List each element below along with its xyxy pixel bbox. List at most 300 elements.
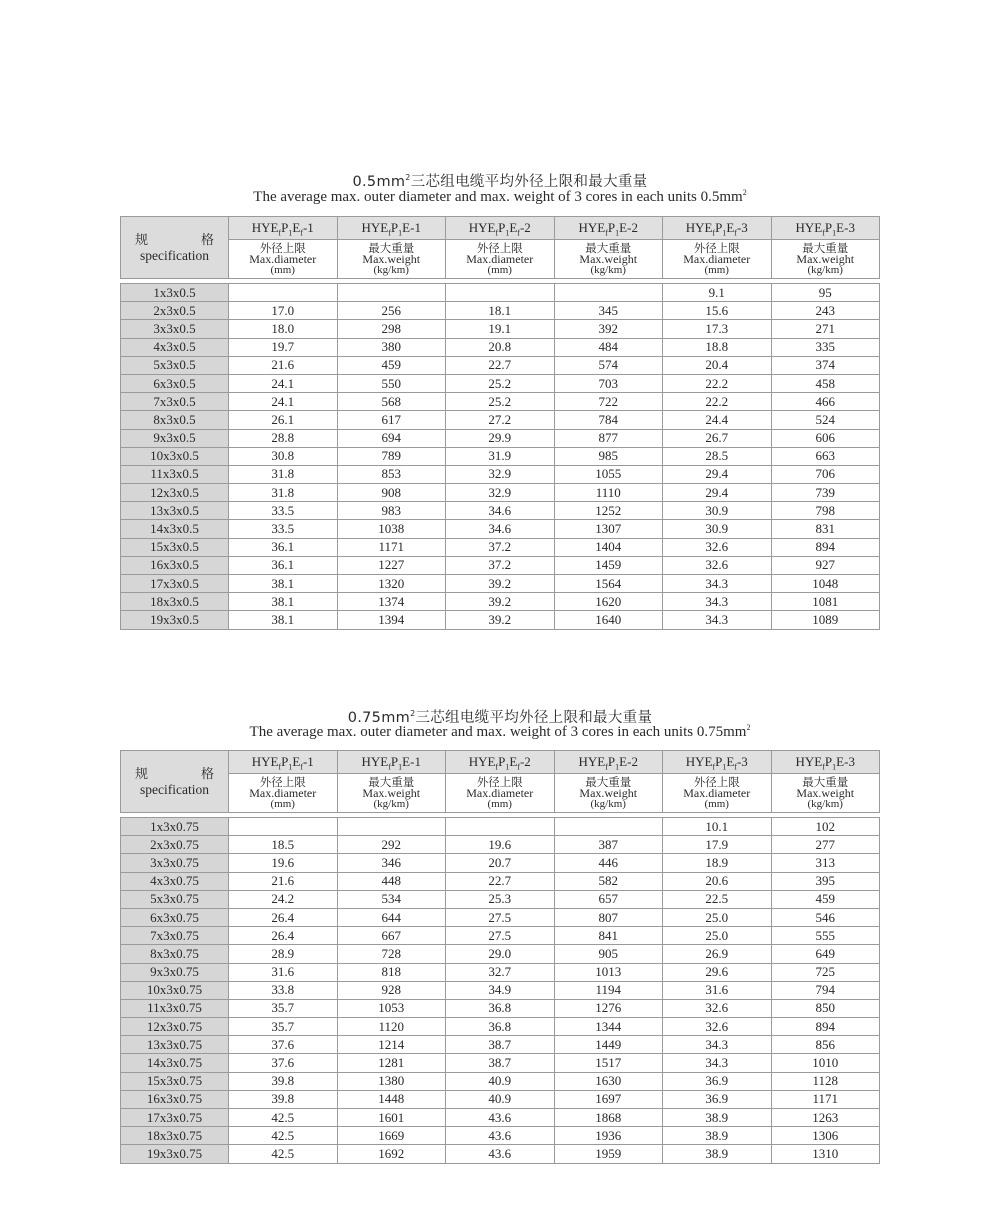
spec-header-cn: 规 格 (135, 766, 214, 782)
model-sub: 1 (505, 228, 510, 238)
subheader-cell (554, 240, 663, 279)
value-cell: 1640 (554, 611, 663, 629)
model-header-cell (663, 751, 772, 774)
spec-header-en: specification (140, 247, 209, 263)
model-sub: 1 (615, 228, 620, 238)
value-cell: 784 (554, 411, 663, 429)
value-cell: 1128 (771, 1072, 880, 1090)
subheader-cell (337, 774, 446, 813)
subheader-cell (663, 240, 772, 279)
value-cell: 850 (771, 999, 880, 1017)
spec-cell: 14x3x0.5 (121, 520, 229, 538)
value-cell: 24.1 (229, 374, 338, 392)
value-cell: 39.2 (446, 593, 555, 611)
spec-cell: 1x3x0.5 (121, 284, 229, 302)
value-cell: 18.8 (663, 338, 772, 356)
value-cell: 313 (771, 854, 880, 872)
table2-title-en: The average max. outer diameter and max. weight of 3 cores in each units $0.75mm^2$ (249, 723, 751, 740)
value-cell: 32.6 (663, 1018, 772, 1036)
model-part: E (509, 220, 518, 235)
model-sub: f (495, 762, 499, 772)
spec-cell: 9x3x0.75 (121, 963, 229, 981)
table2-body (121, 751, 880, 1164)
model-tail: -3 (736, 220, 748, 235)
value-cell: 17.9 (663, 836, 772, 854)
value-cell: 19.1 (446, 320, 555, 338)
value-cell: 546 (771, 908, 880, 926)
spec-cell: 17x3x0.5 (121, 575, 229, 593)
value-cell: 42.5 (229, 1127, 338, 1145)
value-cell: 818 (337, 963, 446, 981)
value-cell: 33.5 (229, 502, 338, 520)
value-cell: 36.8 (446, 1018, 555, 1036)
value-cell: 374 (771, 356, 880, 374)
table-row (121, 320, 880, 338)
spec-cell: 17x3x0.75 (121, 1109, 229, 1127)
subheader-unit: (kg/km) (590, 798, 626, 810)
value-cell: 392 (554, 320, 663, 338)
model-tail: -1 (302, 220, 314, 235)
subheader-unit: (kg/km) (373, 798, 409, 810)
value-cell: 1053 (337, 999, 446, 1017)
subheader-unit: (kg/km) (807, 264, 843, 276)
value-cell: 9.1 (663, 284, 772, 302)
value-cell: 1171 (337, 538, 446, 556)
table-row (121, 1127, 880, 1145)
spec-cell: 6x3x0.75 (121, 908, 229, 926)
value-cell: 38.1 (229, 593, 338, 611)
subheader-en: Max.weight (362, 786, 421, 800)
value-cell: 21.6 (229, 872, 338, 890)
value-cell: 1697 (554, 1090, 663, 1108)
value-cell: 18.5 (229, 836, 338, 854)
spec-cell: 4x3x0.5 (121, 338, 229, 356)
spec-cell: 8x3x0.5 (121, 411, 229, 429)
value-cell: 39.2 (446, 575, 555, 593)
value-cell: 1055 (554, 465, 663, 483)
model-part: E (619, 754, 628, 769)
value-cell: 102 (771, 818, 880, 836)
value-cell: 841 (554, 927, 663, 945)
value-cell: 346 (337, 854, 446, 872)
value-cell: 466 (771, 393, 880, 411)
value-cell: 36.1 (229, 538, 338, 556)
spec-cell: 10x3x0.75 (121, 981, 229, 999)
table-row (121, 411, 880, 429)
value-cell: 1120 (337, 1018, 446, 1036)
value-cell (554, 284, 663, 302)
value-cell: 725 (771, 963, 880, 981)
value-cell: 243 (771, 302, 880, 320)
value-cell: 524 (771, 411, 880, 429)
value-cell: 1214 (337, 1036, 446, 1054)
value-cell: 20.4 (663, 356, 772, 374)
value-cell: 1459 (554, 556, 663, 574)
subheader-unit: (kg/km) (807, 798, 843, 810)
value-cell: 31.6 (663, 981, 772, 999)
model-part: E (292, 220, 301, 235)
value-cell: 38.1 (229, 611, 338, 629)
value-cell: 20.7 (446, 854, 555, 872)
subheader-en: Max.weight (362, 252, 421, 266)
value-cell: 38.9 (663, 1127, 772, 1145)
value-cell: 1013 (554, 963, 663, 981)
value-cell: 1404 (554, 538, 663, 556)
value-cell: 335 (771, 338, 880, 356)
model-part: E (726, 220, 735, 235)
model-sub: 1 (722, 762, 727, 772)
subheader-cn: 最大重量 (802, 241, 849, 255)
subheader-cn: 外径上限 (259, 775, 306, 789)
value-cell (337, 284, 446, 302)
value-cell: 983 (337, 502, 446, 520)
value-cell: 34.3 (663, 1054, 772, 1072)
table-row (121, 611, 880, 629)
value-cell: 39.2 (446, 611, 555, 629)
model-part: P (607, 754, 616, 769)
value-cell: 1276 (554, 999, 663, 1017)
model-tail: -2 (627, 220, 638, 235)
model-sub: f (822, 762, 825, 772)
value-cell: 29.6 (663, 963, 772, 981)
value-cell: 32.9 (446, 484, 555, 502)
spec-cell: 2x3x0.75 (121, 836, 229, 854)
value-cell: 277 (771, 836, 880, 854)
model-header-cell (554, 751, 663, 774)
value-cell: 1227 (337, 556, 446, 574)
subheader-unit: (kg/km) (373, 264, 409, 276)
value-cell: 33.5 (229, 520, 338, 538)
value-cell: 17.3 (663, 320, 772, 338)
model-part: E (726, 754, 735, 769)
model-base: HYE (361, 220, 389, 235)
spec-cell: 12x3x0.5 (121, 484, 229, 502)
subheader-cell (446, 774, 555, 813)
table-row (121, 872, 880, 890)
model-tail: -3 (844, 754, 855, 769)
value-cell: 21.6 (229, 356, 338, 374)
value-cell: 33.8 (229, 981, 338, 999)
value-cell: 28.8 (229, 429, 338, 447)
value-cell: 644 (337, 908, 446, 926)
value-cell: 25.0 (663, 908, 772, 926)
spec-cell: 3x3x0.75 (121, 854, 229, 872)
table-row (121, 818, 880, 836)
model-sub: f (712, 228, 716, 238)
table-row (121, 945, 880, 963)
value-cell: 703 (554, 374, 663, 392)
table-row (121, 302, 880, 320)
model-sub: 1 (615, 762, 620, 772)
value-cell: 39.8 (229, 1090, 338, 1108)
model-sub: 1 (398, 762, 403, 772)
value-cell: 15.6 (663, 302, 772, 320)
table-row (121, 1109, 880, 1127)
table1-body (121, 217, 880, 630)
value-cell: 28.9 (229, 945, 338, 963)
value-cell: 31.8 (229, 484, 338, 502)
value-cell: 30.8 (229, 447, 338, 465)
value-cell: 555 (771, 927, 880, 945)
value-cell: 27.2 (446, 411, 555, 429)
model-sub: f (388, 228, 391, 238)
model-tail: -2 (519, 754, 531, 769)
spec-cell: 3x3x0.5 (121, 320, 229, 338)
value-cell: 908 (337, 484, 446, 502)
value-cell: 1320 (337, 575, 446, 593)
value-cell: 26.4 (229, 927, 338, 945)
spec-cell: 14x3x0.75 (121, 1054, 229, 1072)
value-cell: 25.2 (446, 374, 555, 392)
model-sub: f (278, 762, 282, 772)
value-cell: 1194 (554, 981, 663, 999)
value-cell: 1868 (554, 1109, 663, 1127)
value-cell: 34.3 (663, 575, 772, 593)
value-cell: 29.4 (663, 484, 772, 502)
table-row (121, 538, 880, 556)
value-cell (446, 284, 555, 302)
spec-header (121, 217, 229, 279)
spec-cell: 18x3x0.75 (121, 1127, 229, 1145)
value-cell: 1081 (771, 593, 880, 611)
value-cell: 395 (771, 872, 880, 890)
spec-cell: 12x3x0.75 (121, 1018, 229, 1036)
value-cell: 446 (554, 854, 663, 872)
value-cell: 34.6 (446, 520, 555, 538)
subheader-en: Max.diameter (466, 786, 534, 800)
value-cell: 1692 (337, 1145, 446, 1163)
model-header-cell (771, 217, 880, 240)
value-cell (229, 818, 338, 836)
table-row (121, 1145, 880, 1163)
model-tail: -3 (844, 220, 855, 235)
value-cell (229, 284, 338, 302)
value-cell: 574 (554, 356, 663, 374)
model-sub: 1 (505, 762, 510, 772)
model-tail: -1 (410, 754, 421, 769)
value-cell: 22.7 (446, 356, 555, 374)
value-cell: 27.5 (446, 927, 555, 945)
value-cell: 1263 (771, 1109, 880, 1127)
value-cell: 1630 (554, 1072, 663, 1090)
value-cell: 30.9 (663, 502, 772, 520)
subheader-cell (229, 774, 338, 813)
model-header-row (121, 751, 880, 774)
value-cell: 26.9 (663, 945, 772, 963)
model-sub: f (734, 228, 737, 238)
model-sub: 1 (288, 762, 293, 772)
subheader-cn: 外径上限 (476, 775, 523, 789)
value-cell: 484 (554, 338, 663, 356)
model-base: HYE (578, 220, 606, 235)
value-cell: 1449 (554, 1036, 663, 1054)
value-cell: 448 (337, 872, 446, 890)
subheader-cn: 外径上限 (693, 241, 740, 255)
model-sub: f (300, 228, 303, 238)
value-cell: 894 (771, 1018, 880, 1036)
model-sub: f (822, 228, 825, 238)
table-row (121, 1090, 880, 1108)
value-cell: 32.9 (446, 465, 555, 483)
value-cell: 1374 (337, 593, 446, 611)
value-cell: 22.2 (663, 374, 772, 392)
table-row (121, 1018, 880, 1036)
value-cell: 706 (771, 465, 880, 483)
model-sub: f (712, 762, 716, 772)
value-cell: 37.2 (446, 556, 555, 574)
value-cell: 1089 (771, 611, 880, 629)
model-part: E (509, 754, 518, 769)
value-cell: 380 (337, 338, 446, 356)
table1-title-en: The average max. outer diameter and max. weight of 3 cores in each units $0.5mm^2$ (253, 188, 747, 205)
table-row (121, 284, 880, 302)
value-cell: 25.2 (446, 393, 555, 411)
model-tail: -2 (627, 754, 638, 769)
table-row (121, 374, 880, 392)
model-part: E (836, 220, 845, 235)
value-cell: 40.9 (446, 1072, 555, 1090)
subheader-unit: (mm) (487, 798, 512, 810)
subheader-cn: 外径上限 (476, 241, 523, 255)
subheader-cn: 外径上限 (693, 775, 740, 789)
model-base: HYE (578, 754, 606, 769)
value-cell: 30.9 (663, 520, 772, 538)
value-cell: 43.6 (446, 1109, 555, 1127)
value-cell: 34.6 (446, 502, 555, 520)
spec-cell: 4x3x0.75 (121, 872, 229, 890)
model-sub: f (605, 228, 608, 238)
value-cell (446, 818, 555, 836)
value-cell: 387 (554, 836, 663, 854)
model-part: E (619, 220, 628, 235)
subheader-cell (229, 240, 338, 279)
value-cell: 29.9 (446, 429, 555, 447)
model-part: E (402, 220, 411, 235)
value-cell: 25.0 (663, 927, 772, 945)
model-header-cell (446, 751, 555, 774)
model-base: HYE (685, 754, 713, 769)
value-cell: 31.9 (446, 447, 555, 465)
model-sub: f (605, 762, 608, 772)
value-cell: 905 (554, 945, 663, 963)
model-base: HYE (361, 754, 389, 769)
table-row (121, 908, 880, 926)
value-cell: 345 (554, 302, 663, 320)
value-cell: 42.5 (229, 1109, 338, 1127)
subheader-cn: 外径上限 (259, 241, 306, 255)
model-header-cell (337, 751, 446, 774)
value-cell: 32.6 (663, 538, 772, 556)
value-cell: 27.5 (446, 908, 555, 926)
model-part: P (498, 220, 506, 235)
value-cell: 40.9 (446, 1090, 555, 1108)
table1-title-cn: $0.5mm^2$三芯组电缆平均外径上限和最大重量 (352, 173, 648, 190)
table-row (121, 927, 880, 945)
model-part: P (824, 754, 833, 769)
spec-cell: 13x3x0.75 (121, 1036, 229, 1054)
value-cell: 20.8 (446, 338, 555, 356)
model-sub: 1 (832, 762, 837, 772)
value-cell: 37.6 (229, 1054, 338, 1072)
model-sub: 1 (722, 228, 727, 238)
subheader-cn: 最大重量 (368, 241, 415, 255)
subheader-cell (771, 240, 880, 279)
value-cell: 20.6 (663, 872, 772, 890)
value-cell: 1601 (337, 1109, 446, 1127)
model-header-cell (229, 751, 338, 774)
spec-cell: 8x3x0.75 (121, 945, 229, 963)
value-cell: 34.9 (446, 981, 555, 999)
model-sub: f (734, 762, 737, 772)
value-cell: 19.6 (229, 854, 338, 872)
table-row (121, 447, 880, 465)
table-row (121, 520, 880, 538)
value-cell: 32.6 (663, 999, 772, 1017)
value-cell: 807 (554, 908, 663, 926)
value-cell: 34.3 (663, 611, 772, 629)
model-base: HYE (795, 220, 823, 235)
value-cell: 458 (771, 374, 880, 392)
model-part: P (498, 754, 506, 769)
spec-cell: 1x3x0.75 (121, 818, 229, 836)
value-cell: 534 (337, 890, 446, 908)
model-base: HYE (685, 220, 713, 235)
model-base: HYE (251, 754, 279, 769)
model-header-cell (663, 217, 772, 240)
value-cell: 38.9 (663, 1109, 772, 1127)
spec-cell: 11x3x0.5 (121, 465, 229, 483)
model-sub: f (278, 228, 282, 238)
model-header-cell (229, 217, 338, 240)
value-cell: 1281 (337, 1054, 446, 1072)
value-cell: 25.3 (446, 890, 555, 908)
value-cell: 728 (337, 945, 446, 963)
value-cell: 22.2 (663, 393, 772, 411)
value-cell: 31.6 (229, 963, 338, 981)
value-cell: 24.2 (229, 890, 338, 908)
subheader-unit: (mm) (270, 798, 295, 810)
value-cell: 568 (337, 393, 446, 411)
value-cell: 18.9 (663, 854, 772, 872)
table-row (121, 556, 880, 574)
subheader-cell (446, 240, 555, 279)
value-cell: 39.8 (229, 1072, 338, 1090)
spec-cell: 16x3x0.5 (121, 556, 229, 574)
model-part: P (281, 220, 289, 235)
value-cell (554, 818, 663, 836)
model-header-cell (554, 217, 663, 240)
subheader-en: Max.diameter (683, 786, 751, 800)
spec-cell: 10x3x0.5 (121, 447, 229, 465)
model-base: HYE (468, 220, 496, 235)
value-cell: 1048 (771, 575, 880, 593)
value-cell: 582 (554, 872, 663, 890)
model-sub: f (517, 228, 520, 238)
spec-cell: 18x3x0.5 (121, 593, 229, 611)
value-cell: 1380 (337, 1072, 446, 1090)
value-cell: 29.4 (663, 465, 772, 483)
subheader-en: Max.diameter (466, 252, 534, 266)
value-cell: 95 (771, 284, 880, 302)
value-cell: 853 (337, 465, 446, 483)
table-row (121, 999, 880, 1017)
value-cell: 26.4 (229, 908, 338, 926)
spec-header-en: specification (140, 781, 209, 797)
value-cell: 36.1 (229, 556, 338, 574)
subheader-cn: 最大重量 (802, 775, 849, 789)
value-cell: 739 (771, 484, 880, 502)
table2-title-cn: $0.75mm^2$三芯组电缆平均外径上限和最大重量 (347, 709, 653, 726)
